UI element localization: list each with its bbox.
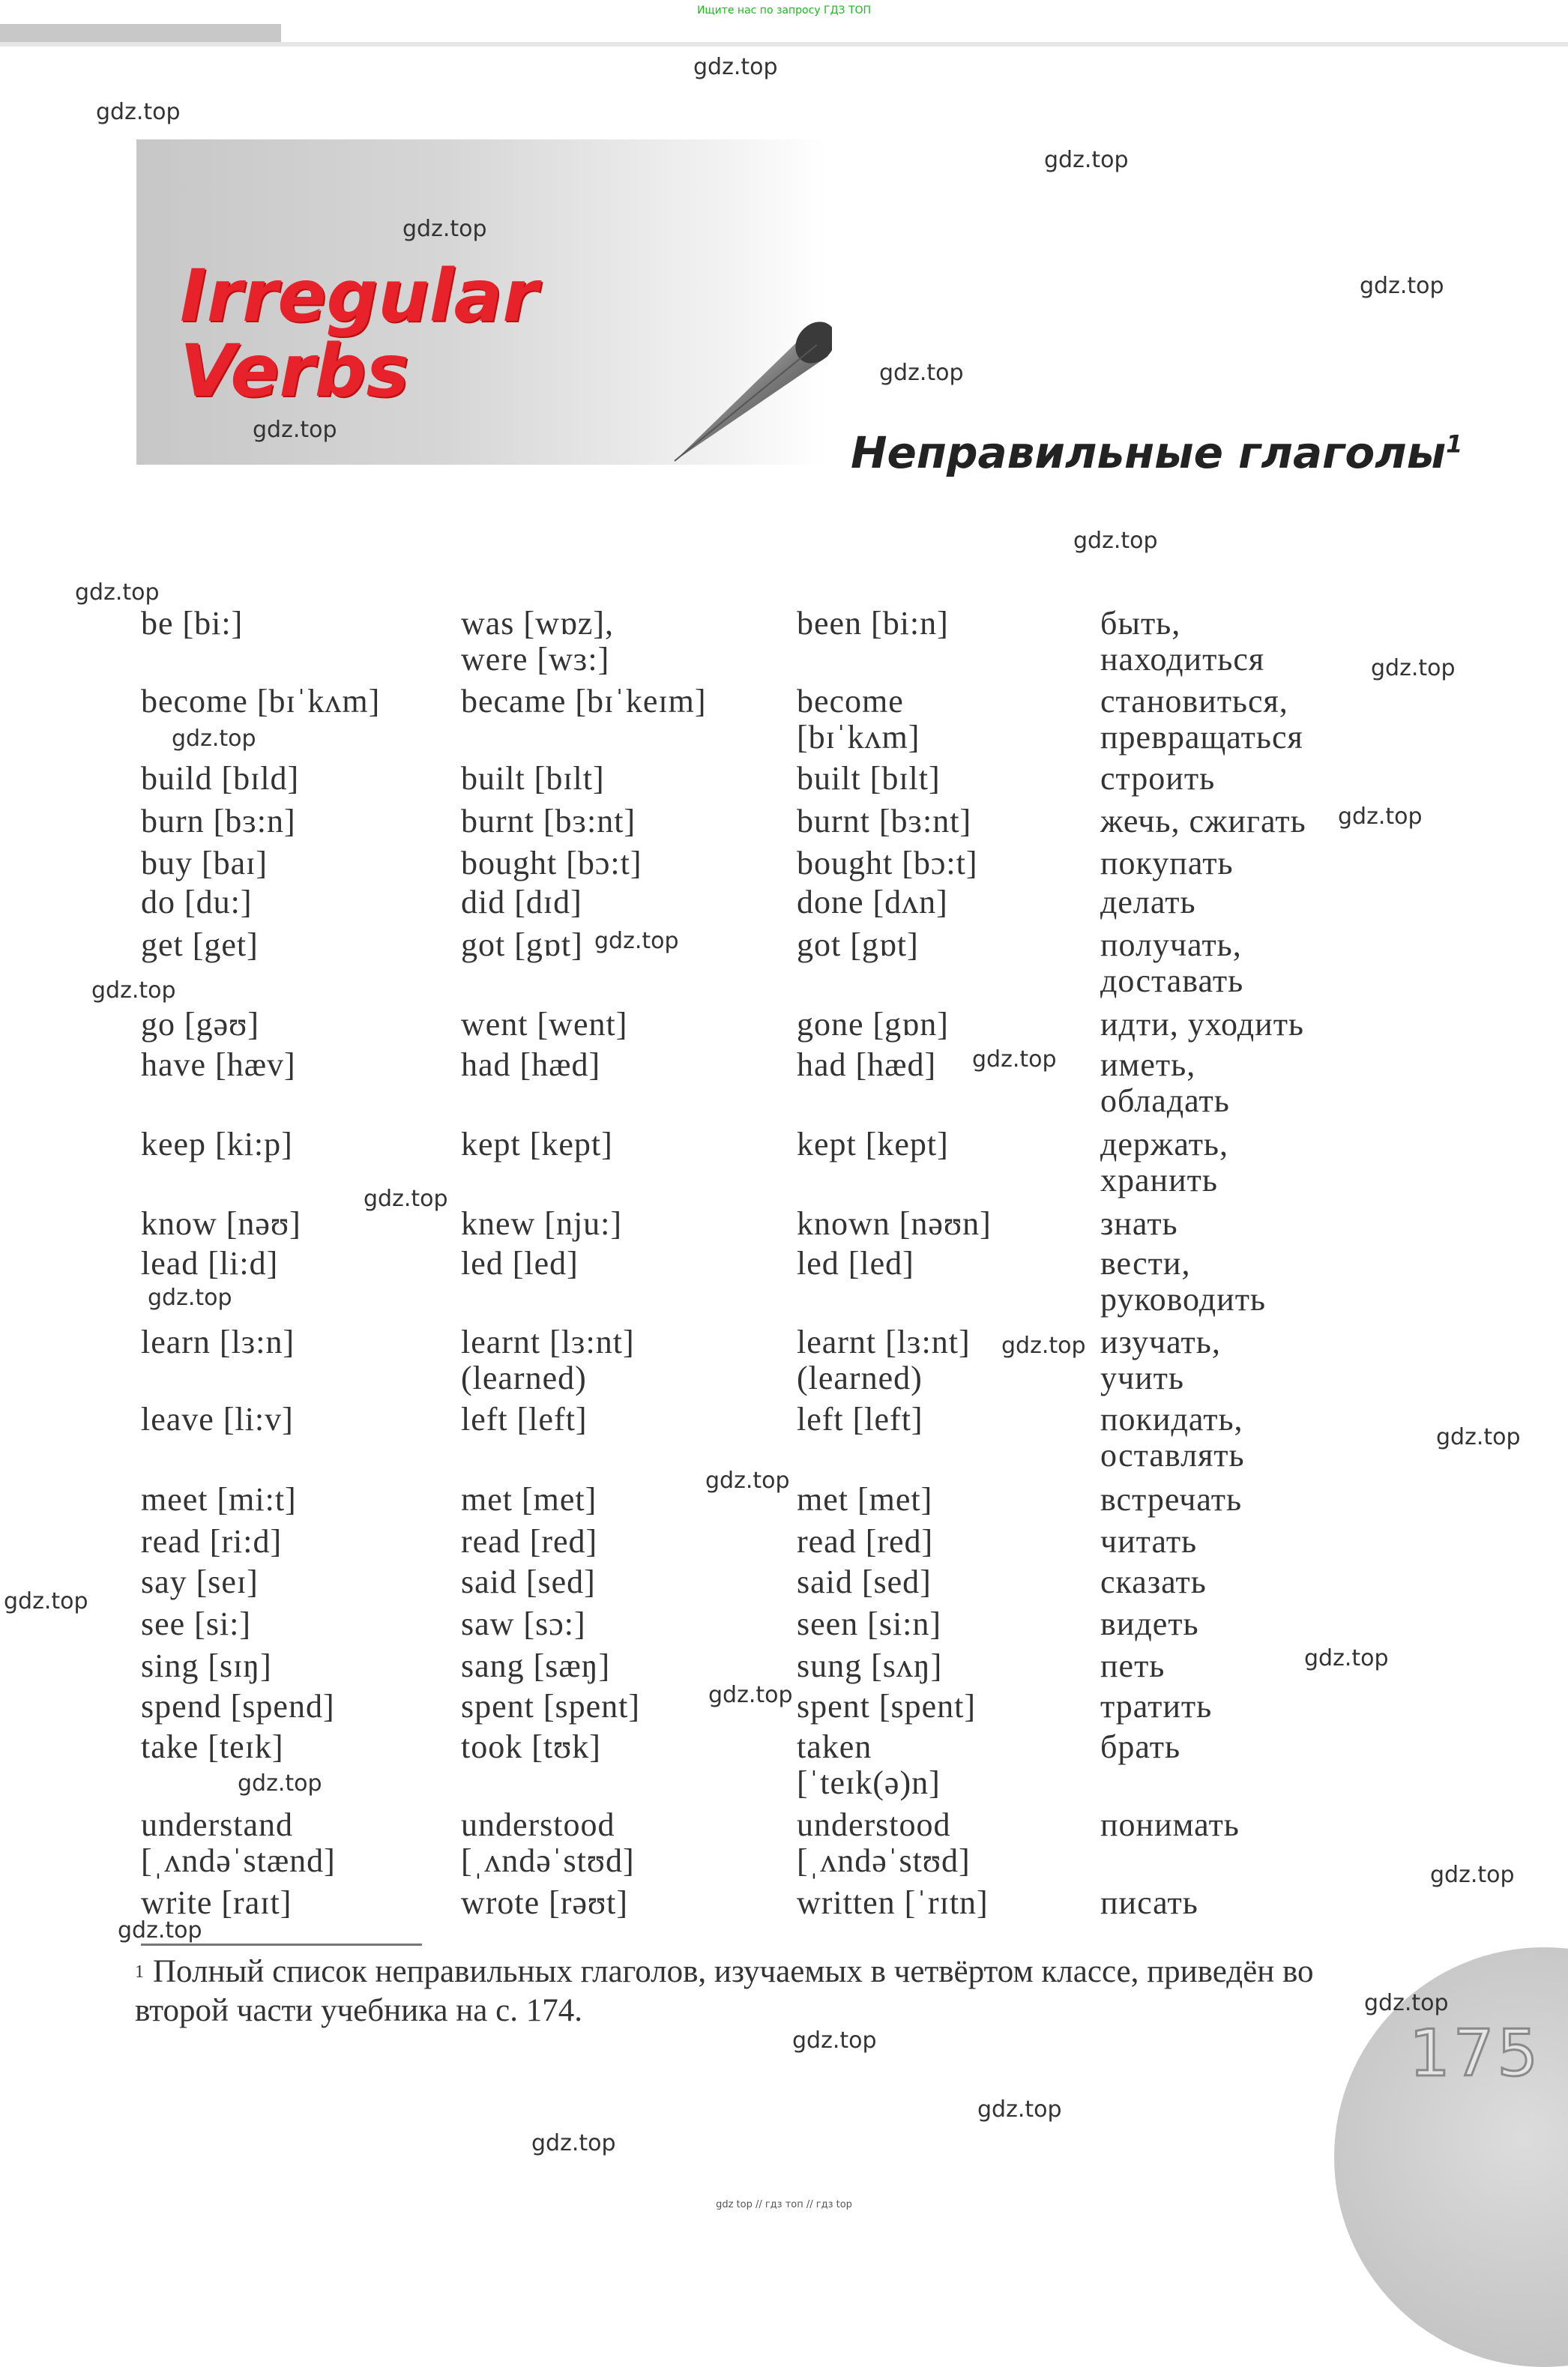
verb-infinitive: read [ri:d] (141, 1523, 283, 1560)
verb-past-simple: saw [sɔ:] (461, 1605, 586, 1642)
verb-past-participle: gone [gɒn] (797, 1006, 949, 1043)
verb-past-simple: understood [ˌʌndəˈstʊd] (461, 1806, 635, 1879)
verb-past-participle: bought [bɔ:t] (797, 845, 978, 881)
verb-translation: изучать, учить (1100, 1324, 1221, 1396)
verb-translation: иметь, обладать (1100, 1046, 1230, 1119)
verb-translation: брать (1100, 1728, 1181, 1765)
bottom-links: gdz top // гдз топ // гдз top (716, 2199, 852, 2210)
verb-past-simple: knew [nju:] (461, 1205, 623, 1242)
footnote (135, 1953, 1364, 2030)
verb-translation: получать, доставать (1100, 926, 1244, 999)
pen-nib-icon (667, 274, 832, 468)
verb-past-participle: spent [spent] (797, 1688, 977, 1725)
banner-title-line-2: Verbs (180, 329, 409, 413)
verb-infinitive: spend [spend] (141, 1688, 335, 1725)
banner-title (180, 254, 538, 413)
verb-past-simple: left [left] (461, 1401, 588, 1438)
verb-past-simple: read [red] (461, 1523, 598, 1560)
verb-past-participle: burnt [bɜ:nt] (797, 803, 972, 839)
verb-past-participle: sung [sʌŋ] (797, 1647, 943, 1684)
verb-translation: писать (1100, 1884, 1198, 1921)
watermark: gdz.top (4, 1588, 88, 1614)
verb-past-participle: left [left] (797, 1401, 923, 1438)
verb-infinitive: leave [li:v] (141, 1401, 294, 1438)
footnote-mark: 1 (135, 1962, 144, 1982)
verb-infinitive: know [nəʊ] (141, 1205, 301, 1242)
verb-past-participle: got [gɒt] (797, 926, 919, 963)
verb-past-simple: sang [sæŋ] (461, 1647, 611, 1684)
top-bar-divider (0, 42, 1568, 46)
verb-translation: быть, находиться (1100, 605, 1265, 678)
watermark: gdz.top (1073, 528, 1158, 554)
top-bar (0, 0, 1568, 43)
watermark: gdz.top (253, 417, 337, 443)
watermark: gdz.top (879, 360, 964, 386)
verb-past-simple: took [tʊk] (461, 1728, 601, 1765)
verb-infinitive: keep [ki:p] (141, 1126, 293, 1163)
verb-past-participle: kept [kept] (797, 1126, 949, 1163)
watermark: gdz.top (1304, 1645, 1389, 1671)
watermark: gdz.top (402, 216, 487, 242)
verb-past-simple: burnt [bɜ:nt] (461, 803, 636, 839)
footnote-divider (141, 1944, 422, 1946)
watermark: gdz.top (792, 2027, 877, 2054)
verb-translation: становиться, превращаться (1100, 683, 1303, 756)
watermark: gdz.top (1371, 655, 1456, 681)
verb-infinitive: become [bɪˈkʌm] (141, 683, 381, 720)
watermark: gdz.top (364, 1186, 448, 1212)
subtitle-footnote-mark: 1 (1446, 429, 1463, 459)
top-bar-shade (0, 24, 281, 43)
verb-past-participle: seen [si:n] (797, 1605, 942, 1642)
verb-past-simple: built [bɪlt] (461, 760, 605, 797)
verb-past-participle: known [nəʊn] (797, 1205, 992, 1242)
subtitle-text: Неправильные глаголы (851, 427, 1447, 478)
watermark: gdz.top (75, 579, 160, 606)
verb-translation: жечь, сжигать (1100, 803, 1306, 839)
verb-infinitive: sing [sɪŋ] (141, 1647, 272, 1684)
verb-infinitive: lead [li:d] (141, 1245, 279, 1282)
verb-past-participle: led [led] (797, 1245, 914, 1282)
banner-title-line-1: Irregular (180, 254, 538, 338)
verb-infinitive: burn [bɜ:n] (141, 803, 296, 839)
verb-infinitive: have [hæv] (141, 1046, 296, 1083)
search-hint: Ищите нас по запросу ГДЗ ТОП (696, 4, 872, 16)
verb-past-participle: read [red] (797, 1523, 934, 1560)
watermark: gdz.top (172, 726, 256, 752)
verb-infinitive: say [seɪ] (141, 1564, 259, 1600)
verb-past-participle: taken [ˈteɪk(ə)n] (797, 1728, 941, 1801)
verb-past-participle: built [bɪlt] (797, 760, 941, 797)
verb-infinitive: take [teɪk] (141, 1728, 284, 1765)
watermark: gdz.top (705, 1468, 790, 1494)
verb-past-participle: met [met] (797, 1481, 933, 1518)
verb-past-simple: kept [kept] (461, 1126, 613, 1163)
verb-past-participle: had [hæd] (797, 1046, 937, 1083)
verb-translation: идти, уходить (1100, 1006, 1304, 1043)
verb-translation: тратить (1100, 1688, 1213, 1725)
verb-translation: понимать (1100, 1806, 1240, 1843)
watermark: gdz.top (1044, 147, 1129, 173)
section-subtitle (851, 427, 1462, 478)
verb-translation: держать, хранить (1100, 1126, 1229, 1198)
watermark: gdz.top (91, 977, 176, 1004)
watermark: gdz.top (148, 1285, 232, 1311)
watermark: gdz.top (708, 1682, 793, 1708)
verb-infinitive: meet [mi:t] (141, 1481, 297, 1518)
verb-past-simple: bought [bɔ:t] (461, 845, 642, 881)
verb-past-simple: said [sed] (461, 1564, 596, 1600)
verb-translation: делать (1100, 884, 1196, 920)
watermark: gdz.top (977, 2096, 1062, 2123)
watermark: gdz.top (594, 928, 679, 954)
watermark: gdz.top (1360, 273, 1444, 299)
verb-past-simple: got [gɒt] (461, 926, 583, 963)
watermark: gdz.top (1338, 803, 1423, 830)
verb-infinitive: build [bɪld] (141, 760, 300, 797)
verb-past-simple: had [hæd] (461, 1046, 601, 1083)
verb-past-participle: learnt [lɜ:nt] (learned) (797, 1324, 971, 1396)
watermark: gdz.top (1001, 1333, 1086, 1359)
verb-infinitive: see [si:] (141, 1605, 252, 1642)
verb-infinitive: buy [baɪ] (141, 845, 268, 881)
verb-past-participle: done [dʌn] (797, 884, 948, 920)
verb-past-participle: been [bi:n] (797, 605, 949, 642)
footnote-text: Полный список неправильных глаголов, изучаемых в четвёртом классе, приведён во второй части учебника на с. 174. (135, 1954, 1314, 2028)
verb-infinitive: get [get] (141, 926, 259, 963)
verb-infinitive: write [raɪt] (141, 1884, 292, 1921)
verb-translation: покидать, оставлять (1100, 1401, 1245, 1474)
verb-translation: вести, руководить (1100, 1245, 1266, 1318)
verb-translation: знать (1100, 1205, 1178, 1242)
watermark: gdz.top (531, 2130, 616, 2156)
verb-translation: читать (1100, 1523, 1198, 1560)
verb-infinitive: understand [ˌʌndəˈstænd] (141, 1806, 336, 1879)
verb-infinitive: go [gəʊ] (141, 1006, 259, 1043)
watermark: gdz.top (972, 1046, 1057, 1073)
verb-past-simple: learnt [lɜ:nt] (learned) (461, 1324, 635, 1396)
watermark: gdz.top (96, 99, 181, 125)
verb-translation: встречать (1100, 1481, 1243, 1518)
watermark: gdz.top (1436, 1424, 1521, 1450)
verb-past-simple: wrote [rəʊt] (461, 1884, 629, 1921)
verb-past-participle: become [bɪˈkʌm] (797, 683, 920, 756)
verb-past-simple: became [bɪˈkeɪm] (461, 683, 707, 720)
verb-past-participle: understood [ˌʌndəˈstʊd] (797, 1806, 971, 1879)
verb-infinitive: do [du:] (141, 884, 253, 920)
verb-translation: строить (1100, 760, 1216, 797)
watermark: gdz.top (118, 1917, 202, 1944)
watermark: gdz.top (693, 54, 778, 80)
watermark: gdz.top (238, 1770, 322, 1797)
page-number: 175 (1409, 2016, 1542, 2091)
verb-past-simple: led [led] (461, 1245, 579, 1282)
verb-translation: петь (1100, 1647, 1166, 1684)
verb-past-simple: did [dɪd] (461, 884, 582, 920)
verb-past-participle: said [sed] (797, 1564, 932, 1600)
verb-past-simple: met [met] (461, 1481, 597, 1518)
watermark: gdz.top (1430, 1862, 1515, 1888)
verb-past-simple: was [wɒz], were [wɜ:] (461, 605, 615, 678)
watermark: gdz.top (1364, 1990, 1449, 2016)
verb-infinitive: be [bi:] (141, 605, 244, 642)
verb-infinitive: learn [lɜ:n] (141, 1324, 295, 1360)
verb-translation: сказать (1100, 1564, 1207, 1600)
verb-past-simple: spent [spent] (461, 1688, 641, 1725)
verb-translation: видеть (1100, 1605, 1199, 1642)
verb-past-simple: went [went] (461, 1006, 628, 1043)
verb-past-participle: written [ˈrɪtn] (797, 1884, 989, 1921)
verb-translation: покупать (1100, 845, 1234, 881)
